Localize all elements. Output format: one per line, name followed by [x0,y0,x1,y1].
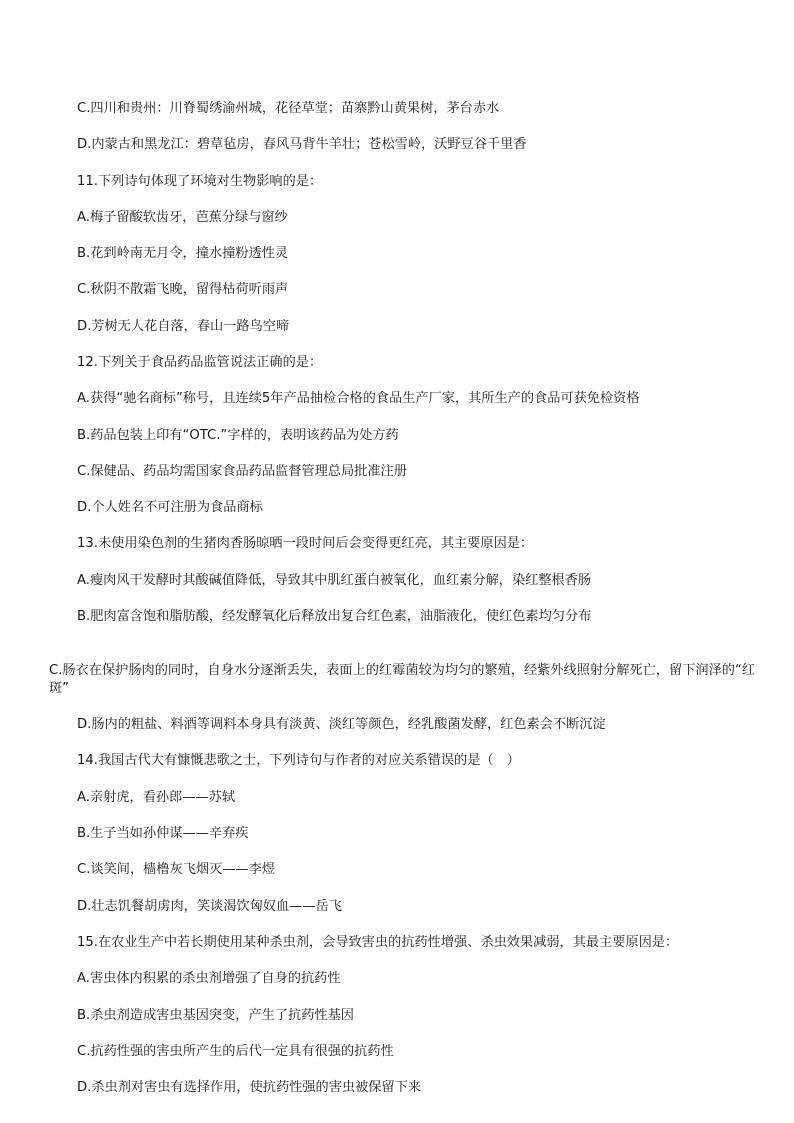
q14-option-a: A.亲射虎，看孙郎——苏轼 [77,790,236,805]
q14-stem: 14.我国古代大有慷慨悲歌之士，下列诗句与作者的对应关系错误的是（ ） [77,753,520,768]
q11-option-b: B.花到岭南无月令，撞水撞粉透性灵 [77,246,289,261]
q15-option-a: A.害虫体内积累的杀虫剂增强了自身的抗药性 [77,971,341,986]
q14-option-c: C.谈笑间，樯橹灰飞烟灭——李煜 [77,862,276,877]
q11-option-d: D.芳树无人花自落，春山一路鸟空啼 [77,319,290,334]
q11-option-a: A.梅子留酸软齿牙，芭蕉分绿与窗纱 [77,210,288,225]
q15-option-d: D.杀虫剂对害虫有选择作用，使抗药性强的害虫被保留下来 [77,1080,422,1095]
q15-option-c: C.抗药性强的害虫所产生的后代一定具有很强的抗药性 [77,1044,394,1059]
q12-stem: 12.下列关于食品药品监管说法正确的是： [77,355,323,370]
q11-option-c: C.秋阴不散霜飞晚，留得枯荷听雨声 [77,282,289,297]
q15-option-b: B.杀虫剂造成害虫基因突变，产生了抗药性基因 [77,1008,354,1023]
q11-stem: 11.下列诗句体现了环境对生物影响的是： [77,174,323,189]
q12-option-a: A.获得“驰名商标”称号，且连续5年产品抽检合格的食品生产厂家，其所生产的食品可获免检资格 [77,391,640,406]
q13-option-b: B.肥肉富含饱和脂肪酸，经发酵氧化后释放出复合红色素，油脂液化，使红色素均匀分布 [77,609,592,624]
q13-option-c: C.肠衣在保护肠肉的同时，自身水分逐渐丢失，表面上的红霉菌较为均匀的繁殖，经紫外线照射分解死亡，留下润泽的“红斑” [49,663,755,696]
q12-option-d: D.个人姓名不可注册为食品商标 [77,500,263,515]
q10-option-c: C.四川和贵州：川脊蜀绣渝州城，花径草堂；苗寨黔山黄果树，茅台赤水 [77,101,500,116]
q13-option-a: A.瘦肉风干发酵时其酸碱值降低，导致其中肌红蛋白被氧化，血红素分解，染红整根香肠 [77,573,592,588]
q13-option-d: D.肠内的粗盐、料酒等调料本身具有淡黄、淡红等颜色，经乳酸菌发酵，红色素会不断沉淀 [77,717,606,732]
q10-option-d: D.内蒙古和黑龙江：碧草毡房，春风马背牛羊壮；苍松雪岭，沃野豆谷千里香 [77,137,527,152]
q12-option-c: C.保健品、药品均需国家食品药品监督管理总局批准注册 [77,464,407,479]
q14-option-d: D.壮志饥餐胡虏肉，笑谈渴饮匈奴血——岳飞 [77,899,342,914]
q14-option-b: B.生子当如孙仲谋——辛弃疾 [77,826,249,841]
q12-option-b: B.药品包装上印有“OTC.”字样的，表明该药品为处方药 [77,428,399,443]
q15-stem: 15.在农业生产中若长期使用某种杀虫剂，会导致害虫的抗药性增强、杀虫效果减弱，其最主要原因是： [77,935,679,950]
q13-stem: 13.未使用染色剂的生猪肉香肠晾晒一段时间后会变得更红亮，其主要原因是： [77,536,534,551]
